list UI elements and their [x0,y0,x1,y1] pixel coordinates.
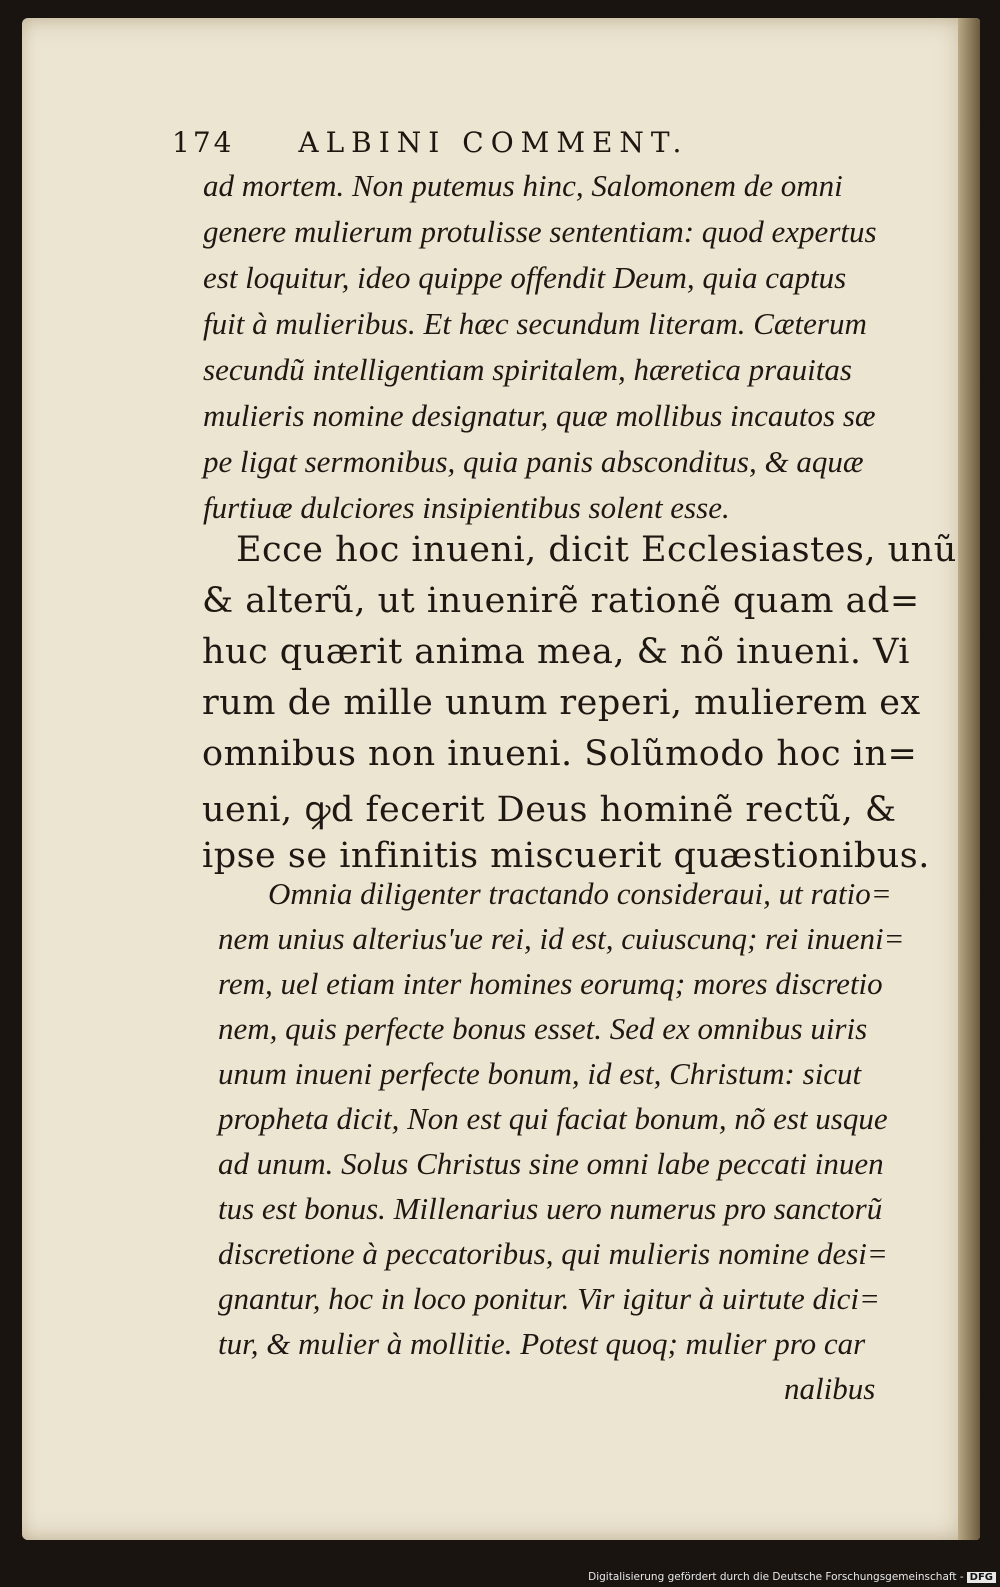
page-number: 174 [172,126,235,159]
commentary-line: Omnia diligenter tractando consideraui, ut ratio= [268,876,892,911]
running-header [172,126,688,159]
commentary-line: discretione à peccatoribus, qui mulieris nomine desi= [218,1236,888,1271]
commentary-line: gnantur, hoc in loco ponitur. Vir igitur à uirtute dici= [218,1281,880,1316]
book-page [22,18,980,1540]
page-edge [958,18,980,1540]
commentary-line: nem unius alterius'ue rei, id est, cuiuscunq; rei inueni= [218,921,905,956]
scripture-line: huc quærit anima mea, & nõ inueni. Vi [202,632,910,672]
commentary-line: ad unum. Solus Christus sine omni labe peccati inuen [218,1146,884,1181]
commentary-line: mulieris nomine designatur, quæ mollibus incautos sæ [203,398,876,433]
scripture-line: ipse se infinitis miscuerit quæstionibus. [202,836,930,876]
commentary-line: tur, & mulier à mollitie. Potest quoq; mulier pro car [218,1326,866,1361]
commentary-line: fuit à mulieribus. Et hæc secundum literam. Cæterum [203,306,867,341]
commentary-line: furtiuæ dulciores insipientibus solent esse. [203,490,730,525]
scripture-line: rum de mille unum reperi, mulierem ex [202,683,921,723]
digitization-credit [588,1571,996,1583]
scripture-line: Ecce hoc inueni, dicit Ecclesiastes, unũ [236,530,957,570]
commentary-line: est loquitur, ideo quippe offendit Deum, quia captus [203,260,847,295]
scripture-line: & alterũ, ut inuenirẽ rationẽ quam ad= [202,581,920,621]
commentary-line: secundũ intelligentiam spiritalem, hæretica prauitas [203,352,852,387]
running-title: ALBINI COMMENT. [298,126,689,159]
commentary-line: propheta dicit, Non est qui faciat bonum, nõ est usque [218,1101,888,1136]
commentary-line: rem, uel etiam inter homines eorumq; mores discretio [218,966,883,1001]
credit-text: Digitalisierung gefördert durch die Deutsche Forschungsgemeinschaft - [588,1571,964,1583]
commentary-line: ad mortem. Non putemus hinc, Salomonem de omni [203,168,843,203]
commentary-line: genere mulierum protulisse sententiam: quod expertus [203,214,877,249]
commentary-line: unum inueni perfecte bonum, id est, Christum: sicut [218,1056,862,1091]
commentary-line: nem, quis perfecte bonus esset. Sed ex omnibus uiris [218,1011,868,1046]
scripture-line: ueni, ꝙd fecerit Deus hominẽ rectũ, & [202,790,897,830]
dfg-logo: DFG [967,1572,996,1583]
commentary-line: tus est bonus. Millenarius uero numerus pro sanctorũ [218,1191,883,1226]
commentary-line: pe ligat sermonibus, quia panis absconditus, & aquæ [203,444,864,479]
scripture-line: omnibus non inueni. Solũmodo hoc in= [202,734,918,774]
catchword: nalibus [784,1371,876,1406]
